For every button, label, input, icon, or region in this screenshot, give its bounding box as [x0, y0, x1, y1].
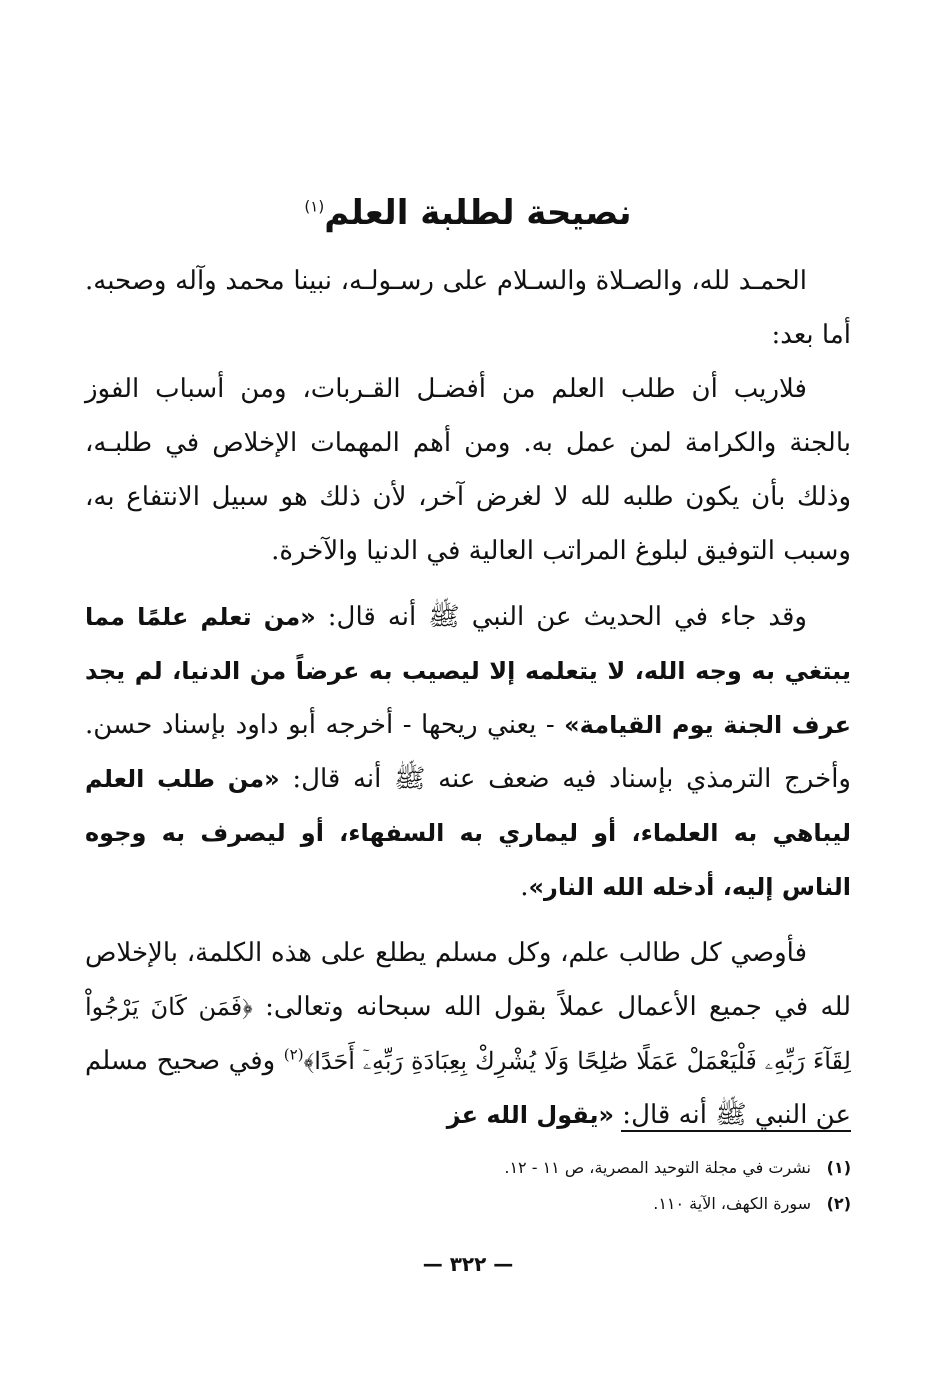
footnote-divider [621, 1130, 851, 1132]
footnote-1-text: نشرت في مجلة التوحيد المصرية، ص ١١ - ١٢. [504, 1158, 811, 1177]
quran-verse: ﴿فَمَن كَانَ يَرْجُواْ لِقَآءَ رَبِّهِۦ فَلْيَعْمَلْ عَمَلًا صَٰلِحًا وَلَا يُشْرِكْ بِعِبَادَةِ رَبِّهِۦٓ أَحَدًا﴾ [85, 993, 851, 1075]
hadith-middle: - يعني ريحها - أخرجه أبو داود بإسناد حسن. وأخرج الترمذي بإسناد فيه ضعف عنه ﷺ أنه قال: [85, 710, 851, 794]
hadith-end: . [520, 872, 529, 902]
verse-footnote-marker: (٢) [283, 1045, 304, 1064]
hadith-quote-3: «يقول الله عز [446, 1101, 615, 1129]
paragraph-hadith [85, 590, 851, 914]
footnote-1-number: (١) [826, 1158, 851, 1177]
advice-after: وفي صحيح مسلم عن النبي ﷺ أنه قال: [85, 1046, 851, 1130]
title-footnote-marker: (١) [304, 197, 325, 216]
footnote-1 [85, 1150, 851, 1186]
paragraph-advice [85, 926, 851, 1142]
page-title [85, 183, 851, 243]
footnote-2-number: (٢) [826, 1194, 851, 1213]
paragraph-opening: الحمـد لله، والصـلاة والسـلام على رسـولـه، نبينا محمد وآله وصحبه. أما بعد: [85, 266, 851, 350]
footnote-2-text: سورة الكهف، الآية ١١٠. [653, 1194, 811, 1213]
paragraph-seeking-knowledge: فلاريب أن طلب العلم من أفضـل القـربات، ومن أسباب الفوز بالجنة والكرامة لمن عمل به. ومن أهم المهمات الإخلاص في طلبـه، وذلك بأن يكون طلبه لله لا لغرض آخر، لأن ذلك هو سبيل الانتفاع به، وسبب التوفيق لبلوغ المراتب العالية في الدنيا والآخرة. [85, 374, 851, 566]
advice-intro: فأوصي كل طالب علم، وكل مسلم يطلع على هذه الكلمة، بالإخلاص لله في جميع الأعمال عملاً بقول الله سبحانه وتعالى: [85, 938, 851, 1022]
hadith-intro: وقد جاء في الحديث عن النبي ﷺ أنه قال: [315, 602, 807, 632]
title-text: نصيحة لطلبة العلم [324, 192, 632, 233]
hadith-quote-1: «من تعلم علمًا مما يبتغي به وجه الله، لا يتعلمه إلا ليصيب به عرضاً من الدنيا، لم يجد عرف الجنة يوم القيامة» [85, 603, 851, 739]
footnotes [85, 1150, 851, 1222]
body-text [85, 254, 851, 1142]
footnote-2 [85, 1186, 851, 1222]
hadith-quote-2: «من طلب العلم ليباهي به العلماء، أو ليماري به السفهاء، أو ليصرف به وجوه الناس إليه، أدخله الله النار» [85, 765, 851, 901]
book-page [85, 0, 851, 1384]
page-number: — ٣٢٢ — [422, 1252, 514, 1276]
